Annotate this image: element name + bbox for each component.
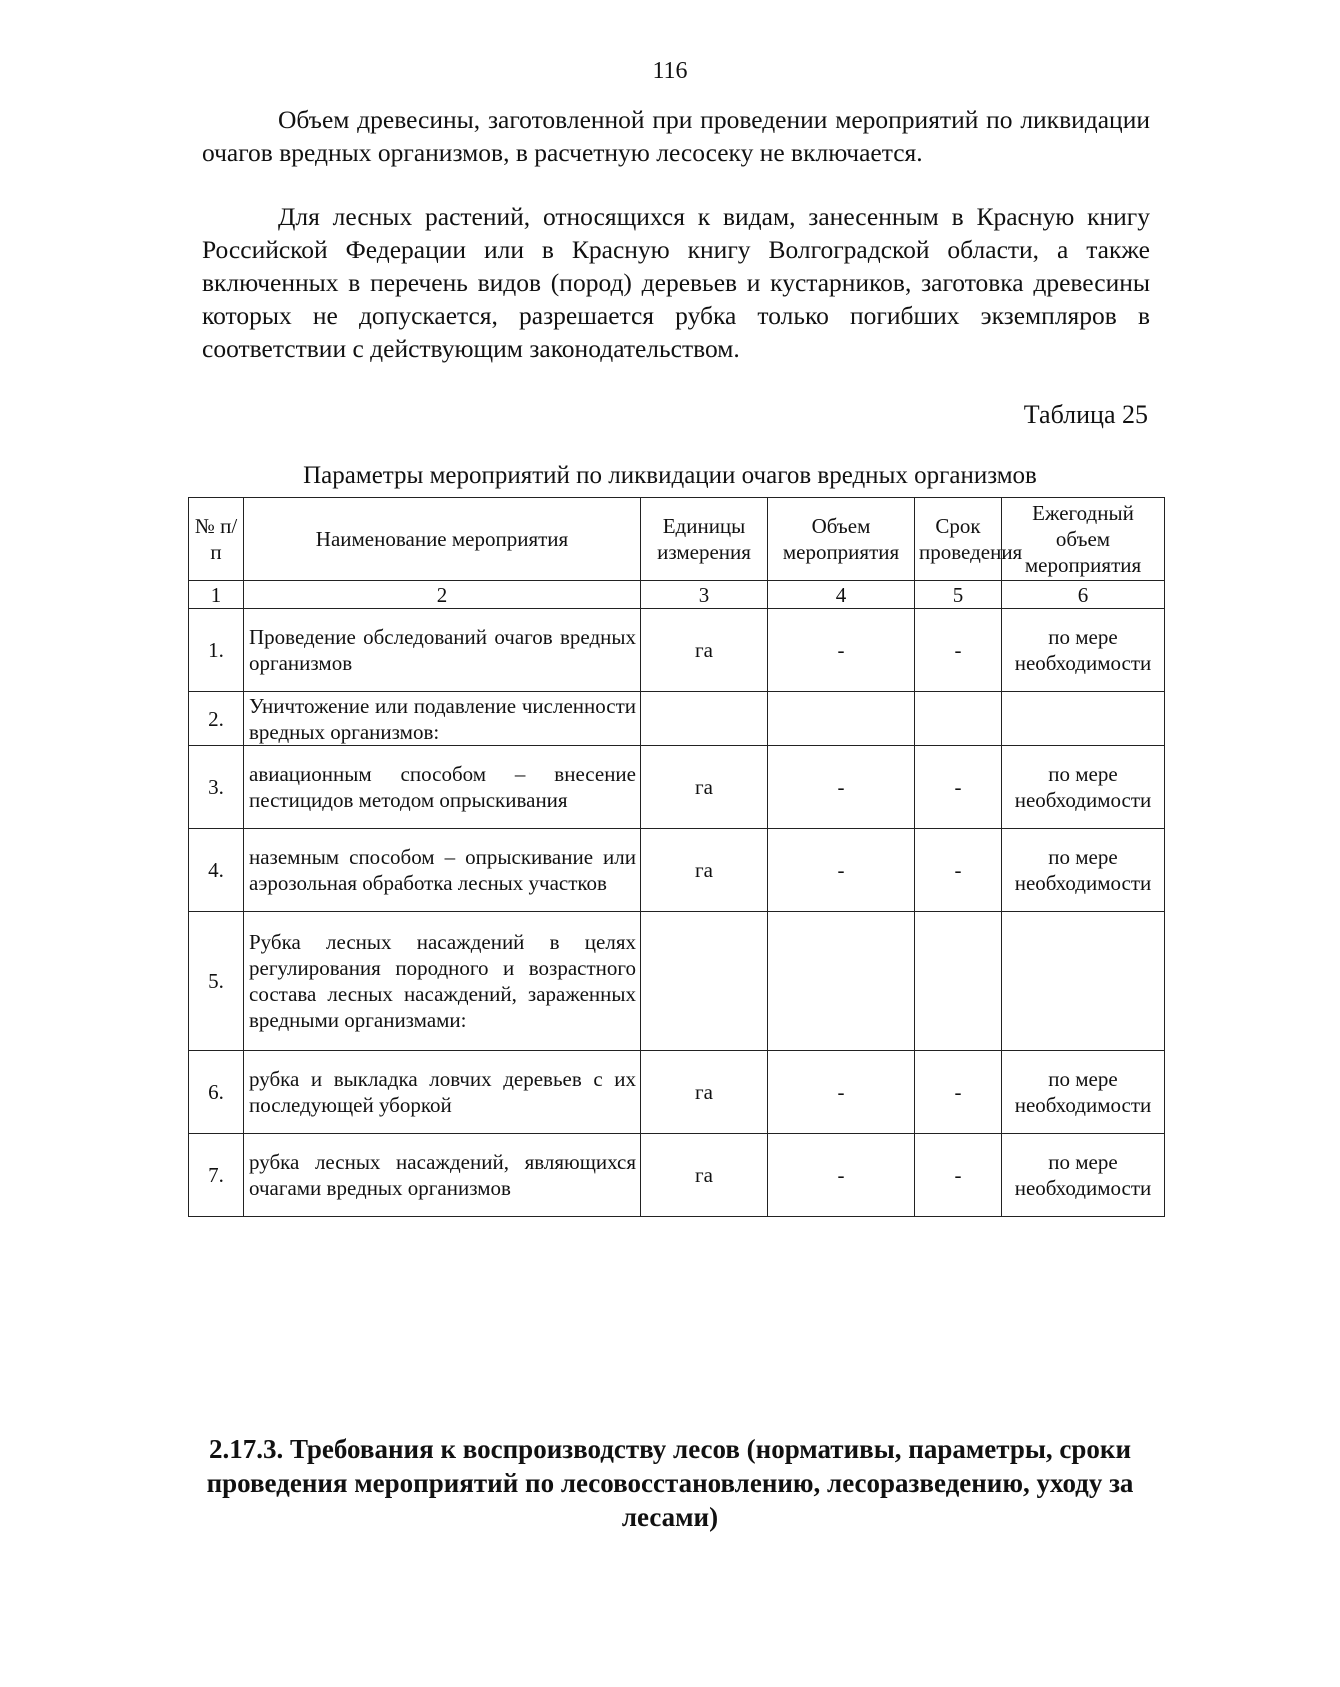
row-annual: по мере необходимости — [1002, 609, 1165, 692]
row-num: 6. — [189, 1051, 244, 1134]
table-row — [189, 692, 1165, 746]
header-name: Наименование мероприятия — [244, 498, 641, 581]
row-term — [915, 912, 1002, 1051]
header-volume: Объем мероприятия — [768, 498, 915, 581]
row-term: - — [915, 1134, 1002, 1217]
row-term: - — [915, 829, 1002, 912]
row-volume: - — [768, 829, 915, 912]
column-number-row — [189, 581, 1165, 609]
header-annual: Ежегодный объем мероприятия — [1002, 498, 1165, 581]
row-name: Рубка лесных насаждений в целях регулирования породного и возрастного состава лесных насаждений, зараженных вредными организмами: — [244, 912, 641, 1051]
table-caption: Параметры мероприятий по ликвидации очагов вредных организмов — [303, 462, 1037, 489]
row-term: - — [915, 746, 1002, 829]
row-num: 3. — [189, 746, 244, 829]
header-term: Срок проведения — [915, 498, 1002, 581]
row-term: - — [915, 609, 1002, 692]
row-annual: по мере необходимости — [1002, 829, 1165, 912]
section-heading: 2.17.3. Требования к воспроизводству лесов (нормативы, параметры, сроки проведения мероприятий по лесовосстановлению, лесоразведению, уходу за лесами) — [206, 1434, 1134, 1532]
row-unit — [641, 692, 768, 746]
row-unit: га — [641, 1051, 768, 1134]
row-term: - — [915, 1051, 1002, 1134]
row-volume — [768, 692, 915, 746]
row-annual — [1002, 912, 1165, 1051]
column-number: 4 — [768, 581, 915, 609]
row-unit: га — [641, 609, 768, 692]
row-volume: - — [768, 746, 915, 829]
table-row — [189, 912, 1165, 1051]
row-num: 5. — [189, 912, 244, 1051]
paragraph-2: Для лесных растений, относящихся к видам, занесенным в Красную книгу Российской Федерации или в Красную книгу Волгоградской области, а также включенных в перечень видов (пород) деревьев и кустарников, заготовка древесины которых не допускается, разрешается рубка только погибших экземпляров в соответствии с действующим законодательством. — [202, 202, 1150, 363]
row-annual — [1002, 692, 1165, 746]
row-volume: - — [768, 609, 915, 692]
column-number: 3 — [641, 581, 768, 609]
table-row — [189, 746, 1165, 829]
row-name: Уничтожение или подавление численности вредных организмов: — [244, 692, 641, 746]
row-annual: по мере необходимости — [1002, 1051, 1165, 1134]
row-volume — [768, 912, 915, 1051]
row-term — [915, 692, 1002, 746]
table-header-row — [189, 498, 1165, 581]
row-unit: га — [641, 1134, 768, 1217]
row-unit: га — [641, 746, 768, 829]
table-row — [189, 1051, 1165, 1134]
column-number: 2 — [244, 581, 641, 609]
row-name: рубка и выкладка ловчих деревьев с их последующей уборкой — [244, 1051, 641, 1134]
table-row — [189, 1134, 1165, 1217]
row-num: 4. — [189, 829, 244, 912]
column-number: 5 — [915, 581, 1002, 609]
row-num: 2. — [189, 692, 244, 746]
row-name: Проведение обследований очагов вредных организмов — [244, 609, 641, 692]
page-number: 116 — [652, 58, 688, 84]
row-num: 1. — [189, 609, 244, 692]
row-num: 7. — [189, 1134, 244, 1217]
row-unit: га — [641, 829, 768, 912]
header-unit: Единицы измерения — [641, 498, 768, 581]
row-annual: по мере необходимости — [1002, 746, 1165, 829]
row-volume: - — [768, 1134, 915, 1217]
row-name: авиационным способом – внесение пестицидов методом опрыскивания — [244, 746, 641, 829]
column-number: 6 — [1002, 581, 1165, 609]
row-name: наземным способом – опрыскивание или аэрозольная обработка лесных участков — [244, 829, 641, 912]
row-unit — [641, 912, 768, 1051]
table-row — [189, 609, 1165, 692]
paragraph-1: Объем древесины, заготовленной при проведении мероприятий по ликвидации очагов вредных организмов, в расчетную лесосеку не включается. — [202, 105, 1150, 167]
table-label: Таблица 25 — [1023, 400, 1148, 429]
column-number: 1 — [189, 581, 244, 609]
measures-table — [188, 497, 1165, 1217]
header-num: № п/п — [189, 498, 244, 581]
table-row — [189, 829, 1165, 912]
row-volume: - — [768, 1051, 915, 1134]
row-annual: по мере необходимости — [1002, 1134, 1165, 1217]
row-name: рубка лесных насаждений, являющихся очагами вредных организмов — [244, 1134, 641, 1217]
